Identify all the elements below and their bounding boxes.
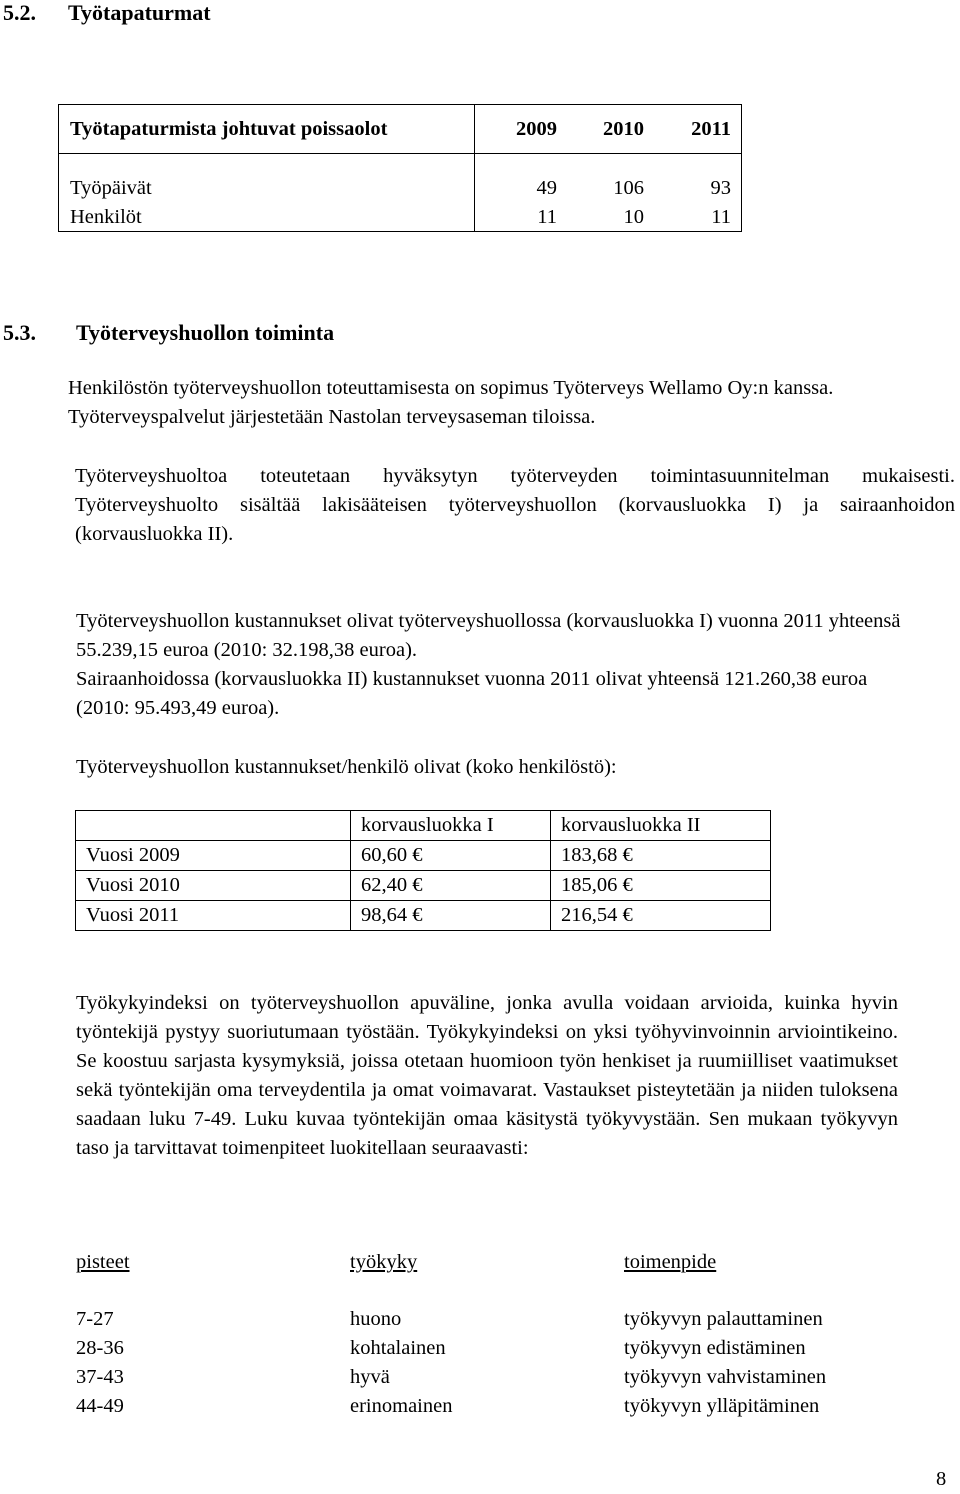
- paragraph-toimintasuunnitelma: Työterveyshuoltoa toteutetaan hyväksytyn työterveyden toimintasuunnitelman mukaisesti. Työterveyshuolto sisältää lakisääteisen työterveyshuollon (korvausluokka I) ja sairaanhoidon (korvausluokka II).: [75, 465, 955, 545]
- paragraph-kustannukset-korvausluokka-1: Työterveyshuollon kustannukset olivat työterveyshuollossa (korvausluokka I) vuonna 2011 yhteensä 55.239,15 euroa (2010: 32.198,38 euroa).: [76, 610, 901, 661]
- table-cell: Vuosi 2011: [76, 901, 351, 931]
- table-row: [76, 871, 771, 901]
- index-header-pisteet: pisteet: [76, 1251, 130, 1273]
- index-cell: erinomainen: [350, 1395, 453, 1417]
- absence-cell: 10: [623, 206, 644, 228]
- absence-header-year: 2010: [603, 118, 644, 140]
- cost-per-person-table: [75, 810, 771, 931]
- table-cell: 183,68 €: [551, 841, 771, 871]
- absence-table-header-divider: [59, 153, 741, 154]
- table-cell: 185,06 €: [551, 871, 771, 901]
- absence-table-divider: [474, 105, 475, 231]
- section-number-5-2: 5.2.: [3, 0, 36, 25]
- index-cell: 7-27: [76, 1308, 114, 1330]
- index-cell: työkyvyn ylläpitäminen: [624, 1395, 820, 1417]
- table-row: [76, 811, 771, 841]
- index-cell: hyvä: [350, 1366, 390, 1388]
- absence-cell: 11: [537, 206, 557, 228]
- absence-row-label: Työpäivät: [70, 177, 152, 199]
- table-row: [76, 901, 771, 931]
- index-cell: työkyvyn palauttaminen: [624, 1308, 823, 1330]
- index-header-tyokyky: työkyky: [350, 1251, 418, 1273]
- table-header-cell: korvausluokka I: [351, 811, 551, 841]
- table-header-cell: korvausluokka II: [551, 811, 771, 841]
- index-cell: työkyvyn vahvistaminen: [624, 1366, 827, 1388]
- index-cell: huono: [350, 1308, 402, 1330]
- absence-cell: 11: [711, 206, 731, 228]
- index-cell: 37-43: [76, 1366, 124, 1388]
- section-title-5-3: Työterveyshuollon toiminta: [76, 320, 335, 345]
- table-cell: Vuosi 2009: [76, 841, 351, 871]
- paragraph-kustannukset-per-henkilo: Työterveyshuollon kustannukset/henkilö olivat (koko henkilöstö):: [76, 756, 617, 778]
- absence-table: [58, 104, 742, 232]
- paragraph-sopimus: Henkilöstön työterveyshuollon toteuttamisesta on sopimus Työterveys Wellamo Oy:n kanssa. Työterveyspalvelut järjestetään Nastolan terveysaseman tiloissa.: [68, 377, 834, 428]
- table-cell: 62,40 €: [351, 871, 551, 901]
- table-cell: 98,64 €: [351, 901, 551, 931]
- paragraph-kustannukset-korvausluokka-2: Sairaanhoidossa (korvausluokka II) kustannukset vuonna 2011 olivat yhteensä 121.260,38 euroa (2010: 95.493,49 euroa).: [76, 668, 868, 719]
- index-cell: 28-36: [76, 1337, 124, 1359]
- section-number-5-3: 5.3.: [3, 320, 36, 345]
- table-row: [76, 841, 771, 871]
- table-cell: 216,54 €: [551, 901, 771, 931]
- absence-row-label: Henkilöt: [70, 206, 142, 228]
- absence-cell: 106: [613, 177, 644, 199]
- absence-cell: 93: [710, 177, 731, 199]
- section-title-5-2: Työtapaturmat: [68, 0, 211, 25]
- table-cell: [76, 811, 351, 841]
- table-cell: 60,60 €: [351, 841, 551, 871]
- absence-header-year: 2009: [516, 118, 557, 140]
- page-number: 8: [936, 1468, 947, 1490]
- index-cell: kohtalainen: [350, 1337, 446, 1359]
- absence-header-year: 2011: [691, 118, 731, 140]
- absence-cell: 49: [536, 177, 557, 199]
- paragraph-tyokykyindeksi: Työkykyindeksi on työterveyshuollon apuväline, jonka avulla voidaan arvioida, kuinka hyvin työntekijä pystyy suoriutumaan työstään. Työkykyindeksi on yksi työhyvinvoinnin arviointikeino. Se koostuu sarjasta kysymyksiä, joissa otetaan huomioon työn henkiset ja ruumiilliset vaatimukset sekä työntekijän oma terveydentila ja omat voimavarat. Vastaukset pisteytetään ja niiden tuloksena saadaan luku 7-49. Luku kuvaa työntekijän omaa käsitystä työkyvystään. Sen mukaan työkyvyn taso ja tarvittavat toimenpiteet luokitellaan seuraavasti:: [76, 992, 898, 1159]
- index-cell: työkyvyn edistäminen: [624, 1337, 806, 1359]
- index-cell: 44-49: [76, 1395, 124, 1417]
- absence-header-label: Työtapaturmista johtuvat poissaolot: [70, 118, 388, 140]
- index-header-toimenpide: toimenpide: [624, 1251, 717, 1273]
- table-cell: Vuosi 2010: [76, 871, 351, 901]
